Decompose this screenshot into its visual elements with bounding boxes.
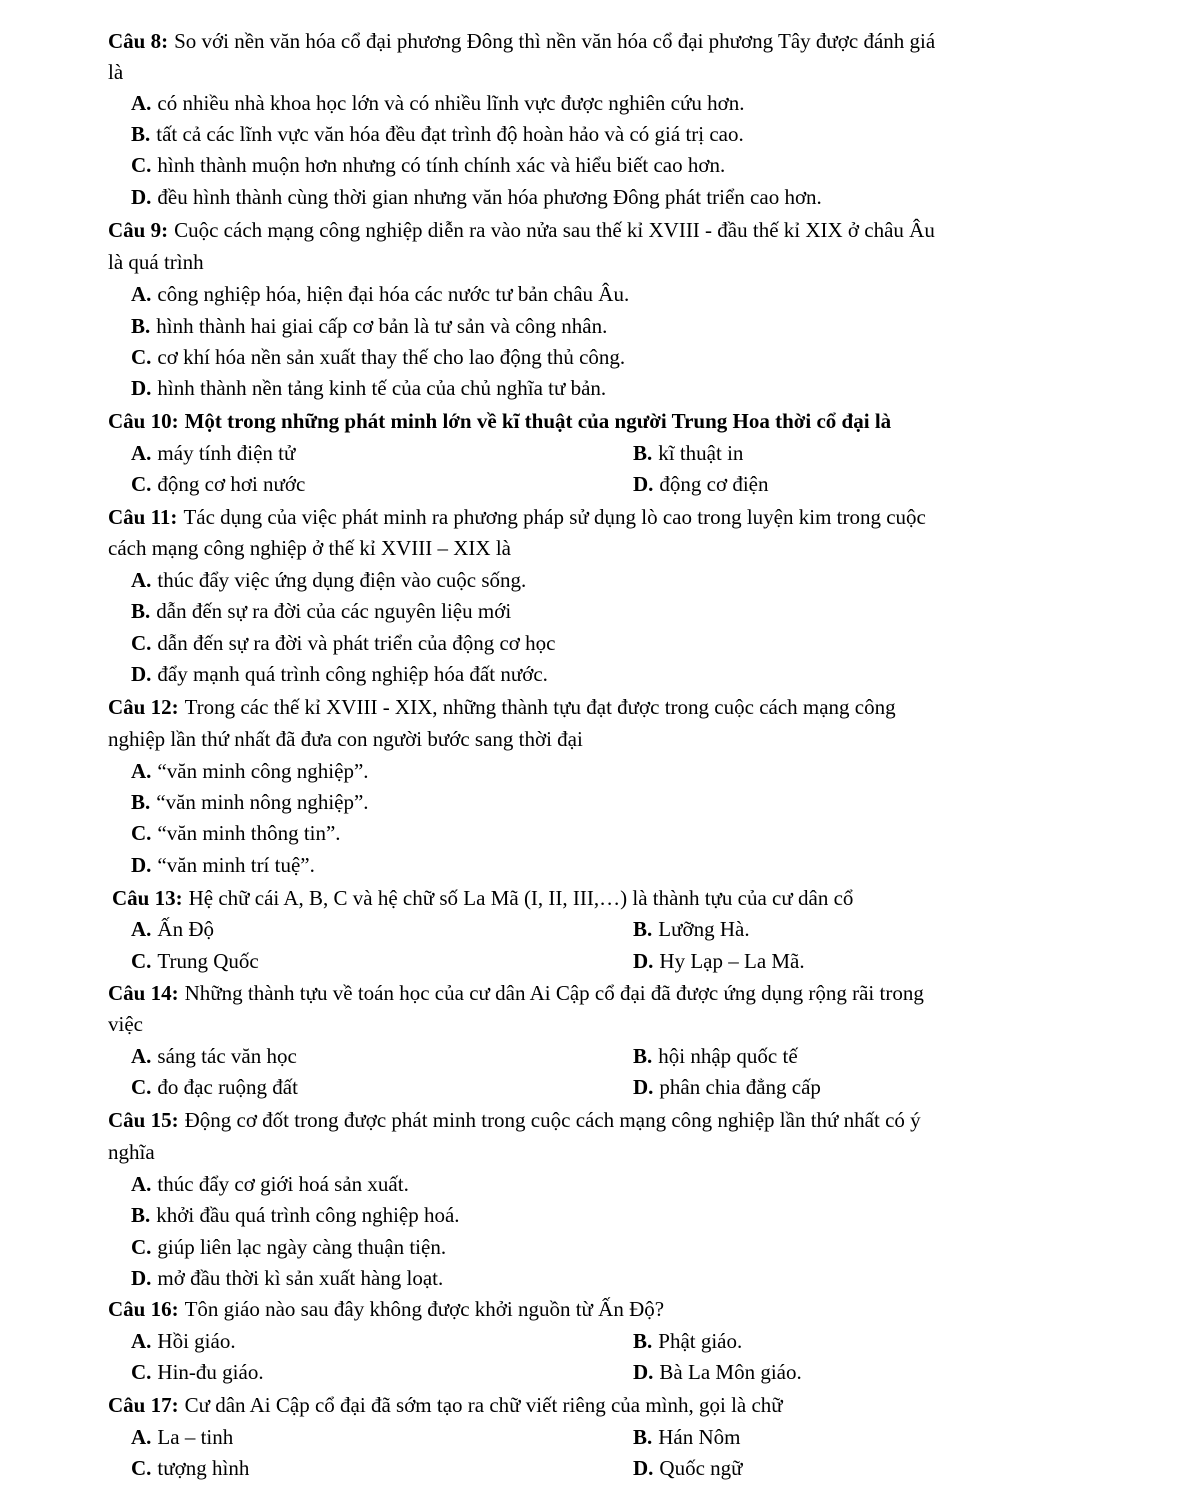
option-b: B. khởi đầu quá trình công nghiệp hoá.	[131, 1203, 460, 1227]
option-d: D. động cơ điện	[633, 472, 769, 496]
question-8-stem-cont: là	[108, 60, 124, 84]
question-text: Trong các thế kỉ XVIII - XIX, những thành tựu đạt được trong cuộc cách mạng công	[184, 695, 896, 719]
question-12-stem	[108, 694, 896, 722]
question-8-stem	[108, 28, 935, 56]
question-text: Cuộc cách mạng công nghiệp diễn ra vào nửa sau thế kỉ XVIII - đầu thế kỉ XIX ở châu Âu	[174, 218, 935, 242]
option-d: D. Bà La Môn giáo.	[633, 1360, 802, 1384]
question-label: Câu 17:	[108, 1393, 179, 1417]
option-b: B. dẫn đến sự ra đời của các nguyên liệu mới	[131, 599, 512, 623]
question-17-stem	[108, 1392, 783, 1420]
question-12-stem-cont: nghiệp lần thứ nhất đã đưa con người bước sang thời đại	[108, 727, 583, 751]
option-b: B. Phật giáo.	[633, 1329, 743, 1353]
option-a: A. máy tính điện tử	[131, 441, 296, 465]
question-text: Cư dân Ai Cập cổ đại đã sớm tạo ra chữ viết riêng của mình, gọi là chữ	[184, 1393, 783, 1417]
option-b: B. hình thành hai giai cấp cơ bản là tư sản và công nhân.	[131, 314, 608, 338]
question-10-stem	[108, 408, 891, 436]
option-a: A. La – tinh	[131, 1425, 234, 1449]
option-a: A. công nghiệp hóa, hiện đại hóa các nước tư bản châu Âu.	[131, 282, 630, 306]
question-text: Tác dụng của việc phát minh ra phương pháp sử dụng lò cao trong luyện kim trong cuộc	[183, 505, 926, 529]
question-13-stem	[112, 885, 853, 913]
question-text: Những thành tựu về toán học của cư dân Ai Cập cổ đại đã được ứng dụng rộng rãi trong	[184, 981, 924, 1005]
option-c: C. “văn minh thông tin”.	[131, 821, 341, 845]
question-label: Câu 13:	[112, 886, 183, 910]
option-b: B. hội nhập quốc tế	[633, 1044, 798, 1068]
question-label: Câu 9:	[108, 218, 169, 242]
option-d: D. “văn minh trí tuệ”.	[131, 853, 315, 877]
question-9-stem-cont: là quá trình	[108, 250, 204, 274]
option-c: C. đo đạc ruộng đất	[131, 1075, 298, 1099]
option-c: C. tượng hình	[131, 1456, 250, 1480]
option-c: C. cơ khí hóa nền sản xuất thay thế cho lao động thủ công.	[131, 345, 626, 369]
option-c: C. Hin-đu giáo.	[131, 1360, 264, 1384]
option-d: D. Quốc ngữ	[633, 1456, 743, 1480]
question-11-stem-cont: cách mạng công nghiệp ở thế kỉ XVIII – XIX là	[108, 536, 511, 560]
question-text: Động cơ đốt trong được phát minh trong cuộc cách mạng công nghiệp lần thứ nhất có ý	[184, 1108, 921, 1132]
option-a: A. Ấn Độ	[131, 917, 215, 941]
question-text: Tôn giáo nào sau đây không được khởi nguồn từ Ấn Độ?	[184, 1297, 665, 1321]
question-15-stem-cont: nghĩa	[108, 1140, 155, 1164]
option-c: C. động cơ hơi nước	[131, 472, 306, 496]
question-14-stem-cont: việc	[108, 1012, 143, 1036]
option-a: A. Hồi giáo.	[131, 1329, 236, 1353]
question-label: Câu 16:	[108, 1297, 179, 1321]
option-a: A. “văn minh công nghiệp”.	[131, 759, 369, 783]
question-14-stem	[108, 980, 924, 1008]
option-d: D. phân chia đẳng cấp	[633, 1075, 821, 1099]
option-d: D. đều hình thành cùng thời gian nhưng văn hóa phương Đông phát triển cao hơn.	[131, 185, 822, 209]
question-label: Câu 11:	[108, 505, 178, 529]
option-c: C. giúp liên lạc ngày càng thuận tiện.	[131, 1235, 447, 1259]
question-label: Câu 12:	[108, 695, 179, 719]
option-b: B. Hán Nôm	[633, 1425, 741, 1449]
option-c: C. dẫn đến sự ra đời và phát triển của động cơ học	[131, 631, 556, 655]
option-d: D. hình thành nền tảng kinh tế của của chủ nghĩa tư bản.	[131, 376, 607, 400]
option-a: A. có nhiều nhà khoa học lớn và có nhiều lĩnh vực được nghiên cứu hơn.	[131, 91, 745, 115]
question-label: Câu 8:	[108, 29, 169, 53]
question-11-stem	[108, 504, 926, 532]
question-label: Câu 15:	[108, 1108, 179, 1132]
option-b: B. tất cả các lĩnh vực văn hóa đều đạt trình độ hoàn hảo và có giá trị cao.	[131, 122, 744, 146]
option-d: D. Hy Lạp – La Mã.	[633, 949, 805, 973]
question-text: Hệ chữ cái A, B, C và hệ chữ số La Mã (I, II, III,…) là thành tựu của cư dân cổ	[188, 886, 854, 910]
question-text: So với nền văn hóa cổ đại phương Đông thì nền văn hóa cổ đại phương Tây được đánh giá	[174, 29, 936, 53]
option-d: D. mở đầu thời kì sản xuất hàng loạt.	[131, 1266, 444, 1290]
option-c: C. Trung Quốc	[131, 949, 259, 973]
option-b: B. kĩ thuật in	[633, 441, 744, 465]
option-b: B. Lưỡng Hà.	[633, 917, 750, 941]
question-text: Một trong những phát minh lớn về kĩ thuật của người Trung Hoa thời cổ đại là	[184, 409, 892, 433]
question-9-stem	[108, 217, 935, 245]
option-a: A. thúc đẩy cơ giới hoá sản xuất.	[131, 1172, 409, 1196]
option-a: A. thúc đẩy việc ứng dụng điện vào cuộc sống.	[131, 568, 527, 592]
question-label: Câu 14:	[108, 981, 179, 1005]
question-15-stem	[108, 1107, 921, 1135]
option-b: B. “văn minh nông nghiệp”.	[131, 790, 369, 814]
question-16-stem	[108, 1296, 664, 1324]
option-a: A. sáng tác văn học	[131, 1044, 297, 1068]
option-c: C. hình thành muộn hơn nhưng có tính chính xác và hiểu biết cao hơn.	[131, 153, 726, 177]
question-label: Câu 10:	[108, 409, 179, 433]
option-d: D. đẩy mạnh quá trình công nghiệp hóa đất nước.	[131, 662, 548, 686]
